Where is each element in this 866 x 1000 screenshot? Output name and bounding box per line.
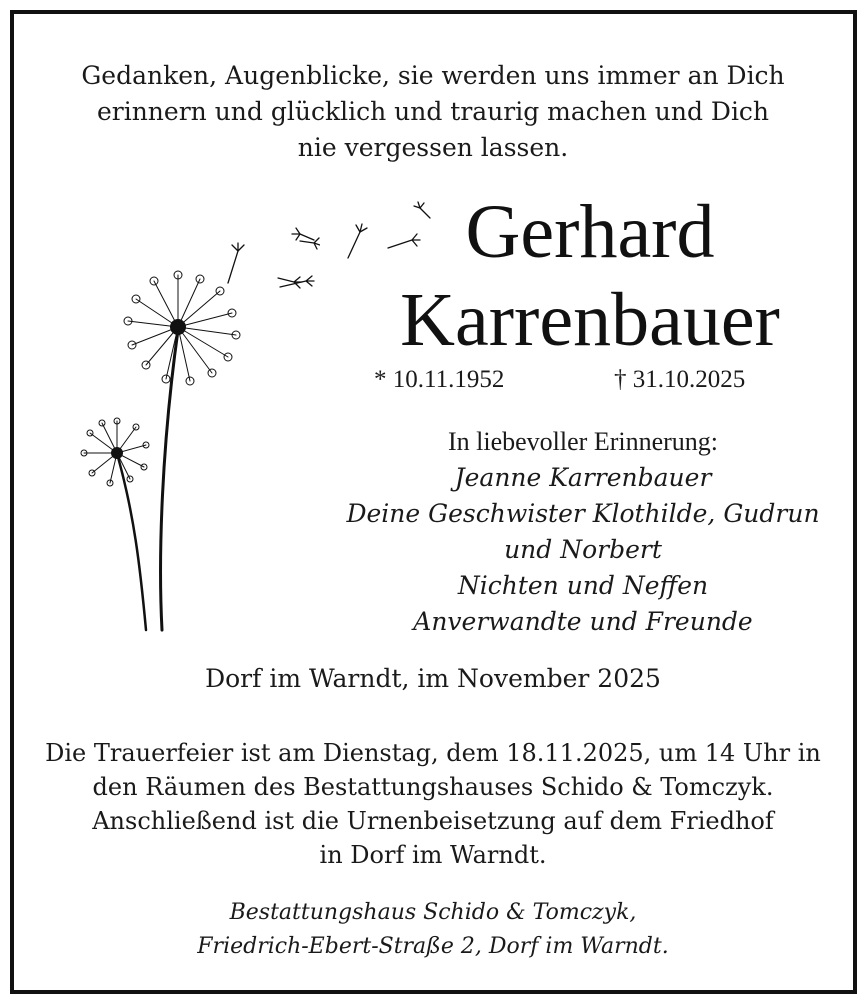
poem-line: nie vergessen lassen.	[297, 133, 569, 162]
place-and-date: Dorf im Warndt, im November 2025	[205, 664, 661, 693]
deceased-first-name: Gerhard	[465, 190, 715, 274]
death-date: † 31.10.2025	[614, 366, 746, 393]
birth-date: * 10.11.1952	[374, 366, 505, 393]
undertaker-line: Friedrich-Ebert-Straße 2, Dorf im Warndt.	[197, 934, 669, 959]
service-line: den Räumen des Bestattungshauses Schido & Tomczyk.	[92, 773, 774, 801]
undertaker-info	[0, 896, 866, 964]
mourners-intro: In liebevoller Erinnerung:	[447, 427, 719, 456]
service-line: in Dorf im Warndt.	[319, 841, 547, 869]
service-line: Die Trauerfeier ist am Dienstag, dem 18.11.2025, um 14 Uhr in	[45, 739, 821, 767]
poem-line: erinnern und glücklich und traurig machen und Dich	[96, 97, 770, 126]
mourners-list	[300, 424, 866, 640]
life-dates	[374, 366, 814, 400]
poem-line: Gedanken, Augenblicke, sie werden uns immer an Dich	[81, 61, 785, 90]
memorial-poem	[0, 58, 866, 166]
funeral-service-info	[0, 736, 866, 872]
deceased-last-name: Karrenbauer	[400, 278, 780, 362]
undertaker-line: Bestattungshaus Schido & Tomczyk,	[229, 900, 637, 925]
mourner-line: Anverwandte und Freunde	[413, 607, 753, 636]
mourner-line: Deine Geschwister Klothilde, Gudrun	[346, 499, 820, 528]
mourner-line: und Norbert	[504, 535, 662, 564]
mourner-line: Jeanne Karrenbauer	[454, 463, 712, 492]
mourner-line: Nichten und Neffen	[457, 571, 709, 600]
service-line: Anschließend ist die Urnenbeisetzung auf dem Friedhof	[92, 807, 774, 835]
